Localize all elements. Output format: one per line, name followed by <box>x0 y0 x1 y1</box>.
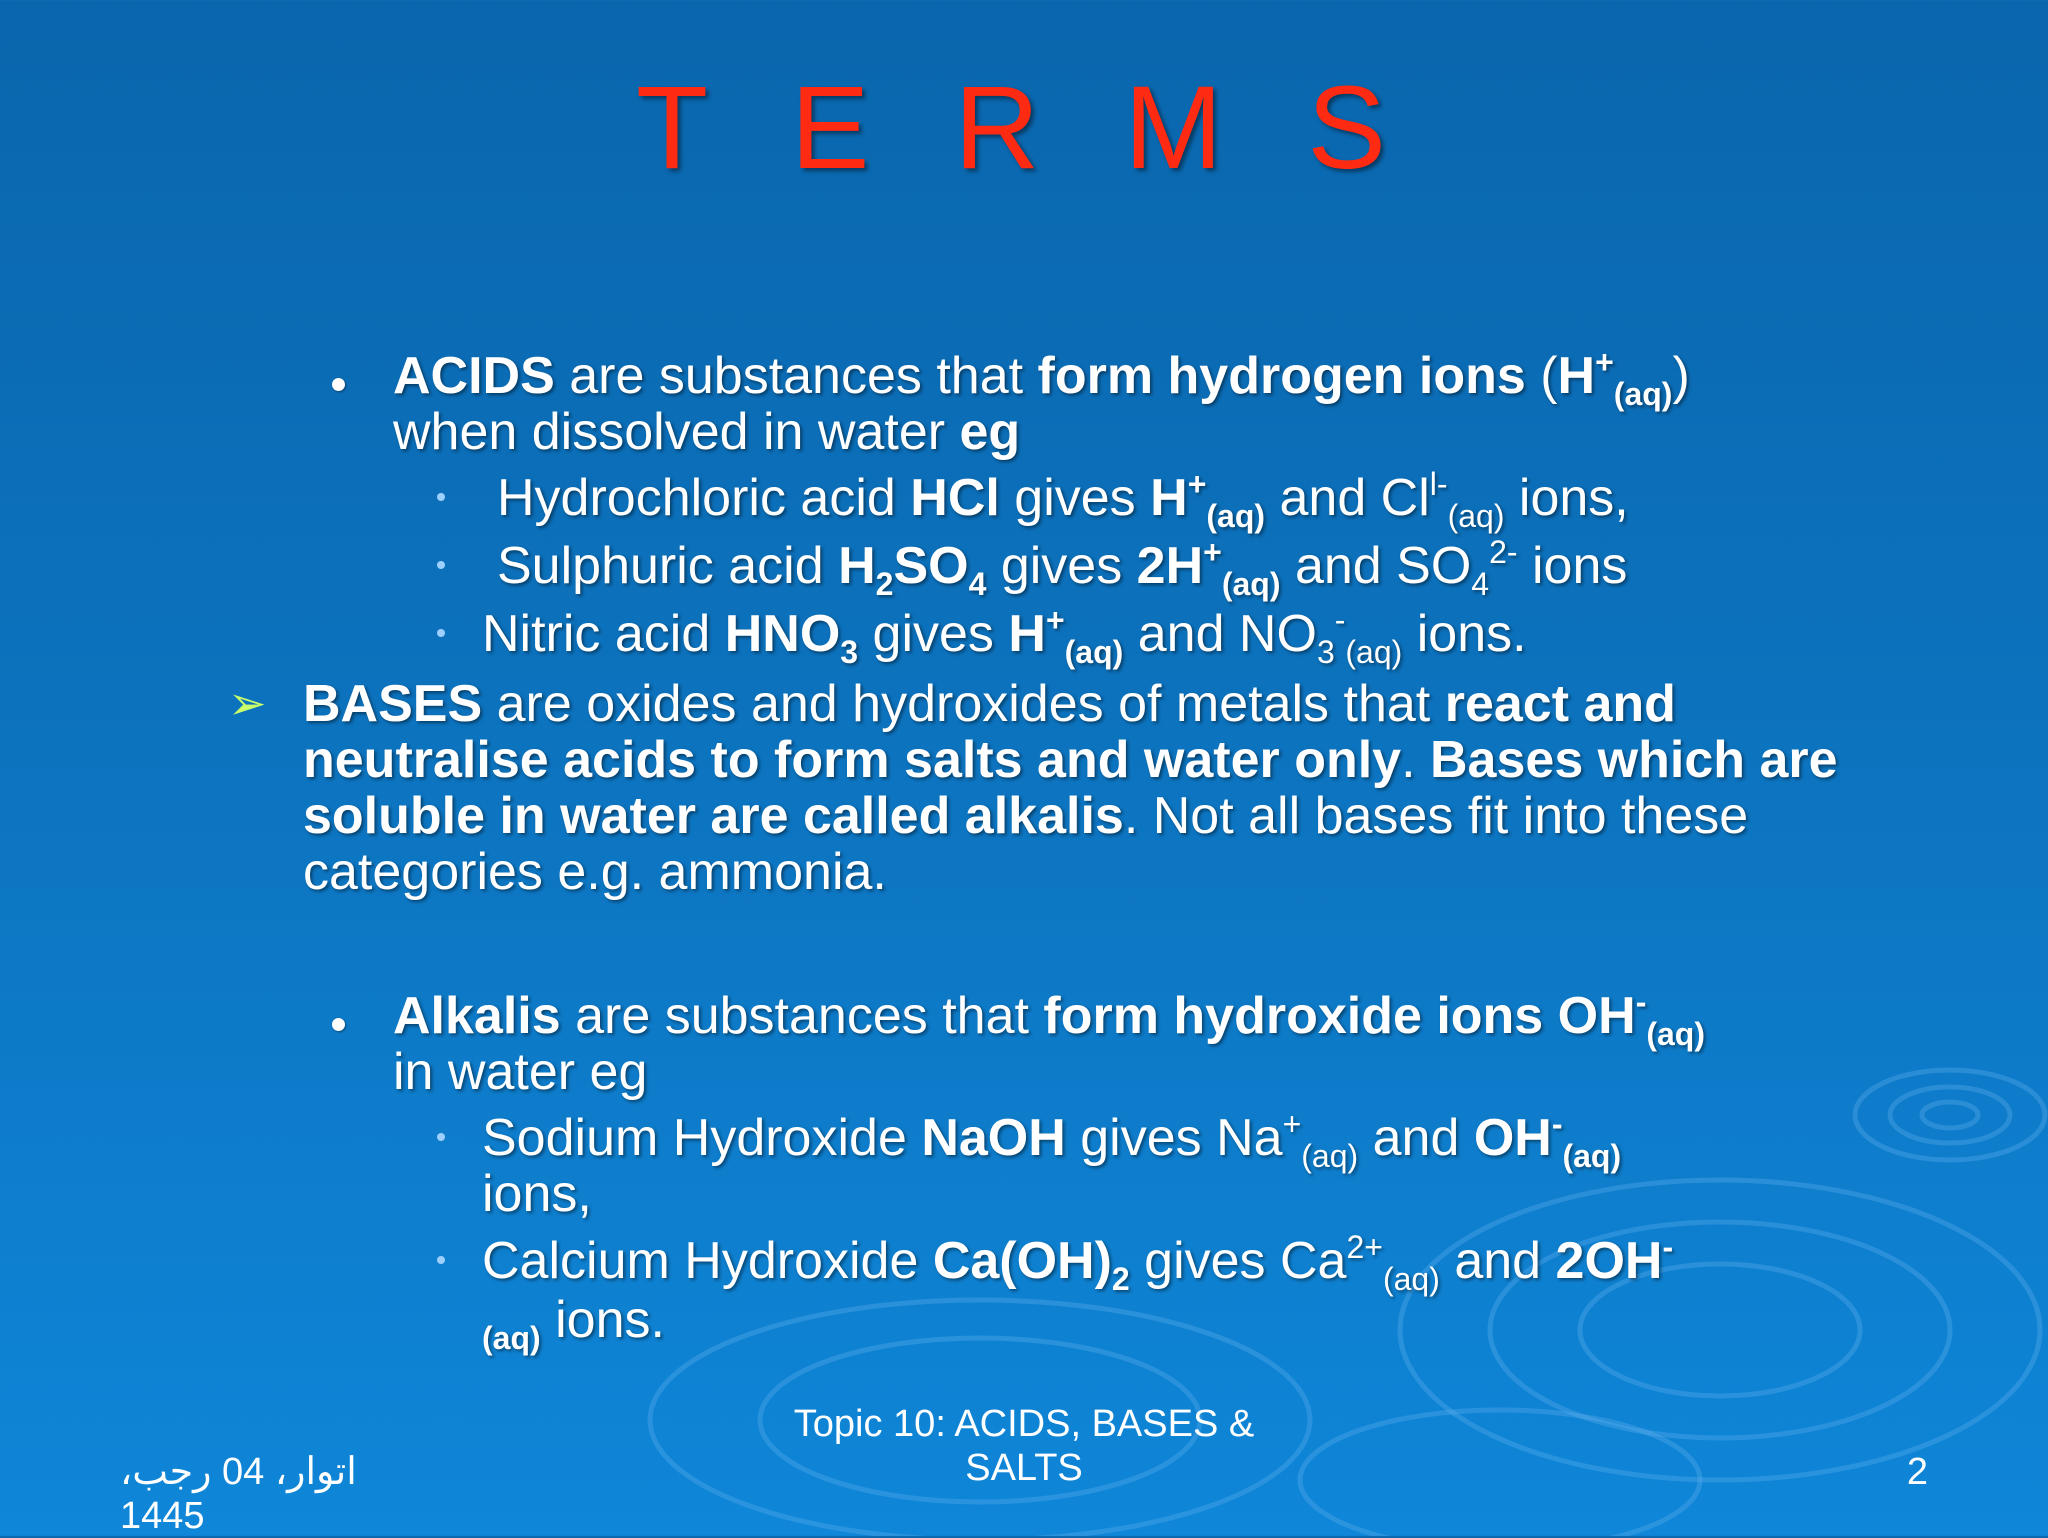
sub-bullet <box>437 629 445 637</box>
footer-topic: Topic 10: ACIDS, BASES & SALTS <box>793 1403 1255 1489</box>
sub-bullet <box>437 493 445 501</box>
alkali-example-caoh2-line2: $_{(aq)}$ ions. <box>482 1291 665 1356</box>
sub-bullet <box>437 561 445 569</box>
alkali-example-caoh2: Calcium Hydroxide $Ca(OH)_2$ gives $Ca^{2+}_{(aq)}$ and 2OH- <box>482 1229 1674 1297</box>
acids-definition: ACIDS are substances that form hydrogen ions $(H^+_{(aq)})$ <box>393 344 1690 412</box>
acids-term: ACIDS <box>393 347 555 405</box>
bases-definition: BASES are oxides and hydroxides of metals that react and neutralise acids to form salts and water only. Bases which are soluble in water are called alkalis. Not all bases fit into these categories e.g. ammonia. <box>303 675 1838 901</box>
bullet-dot <box>332 1018 345 1031</box>
arrow-bullet-icon: ➢ <box>228 677 267 729</box>
slide-title: T E R M S <box>635 62 1412 194</box>
bases-term: BASES <box>303 675 483 733</box>
acids-definition-line2: when dissolved in water eg <box>393 403 1021 461</box>
footer-date: اتوار، 04 رجب، 1445 <box>120 1451 357 1537</box>
alkalis-term: Alkalis <box>393 987 561 1045</box>
acid-example-hno3: Nitric acid $HNO_3$ gives $H^+_{(aq)}$ and $NO_3^-_{(aq)}$ ions. <box>482 602 1527 670</box>
slide-number: 2 <box>1906 1451 1928 1493</box>
acid-example-h2so4: Sulphuric acid $H_2SO_4$ gives $2H^+_{(aq)}$ and $SO_4^{2-}$ ions <box>497 534 1628 602</box>
acid-example-hcl: Hydrochloric acid HCl gives $H^+_{(aq)}$ and $Cl^{l-}_{(aq)}$ ions, <box>497 466 1629 534</box>
sub-bullet <box>437 1133 445 1141</box>
alkalis-definition-line2: in water eg <box>393 1043 648 1101</box>
bullet-dot <box>332 378 345 391</box>
alkali-example-naoh: Sodium Hydroxide NaOH gives $Na^+_{(aq)}$ and $OH^-_{(aq)}$ <box>482 1106 1622 1174</box>
alkalis-definition: Alkalis are substances that form hydroxide ions $OH^-_{(aq)}$ <box>393 984 1705 1052</box>
alkali-example-naoh-line2: ions, <box>482 1165 592 1223</box>
sub-bullet <box>437 1256 445 1264</box>
